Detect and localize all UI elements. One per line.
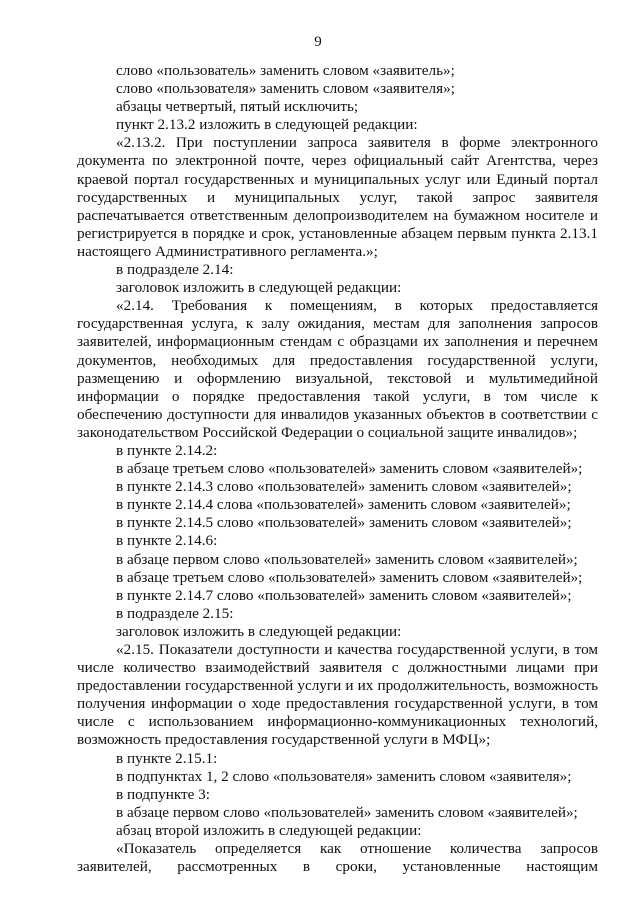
document-paragraph: в подразделе 2.14: [116, 261, 234, 279]
page-number: 9 [314, 34, 322, 50]
document-paragraph: в абзаце первом слово «пользователей» заменить словом «заявителей»; [116, 803, 578, 821]
document-paragraph: в пункте 2.14.6: [116, 532, 218, 550]
document-paragraph: слово «пользователя» заменить словом «заявителя»; [116, 80, 455, 98]
document-paragraph: в пункте 2.14.5 слово «пользователей» заменить словом «заявителей»; [116, 514, 572, 532]
document-paragraph: в абзаце третьем слово «пользователей» заменить словом «заявителей»; [116, 460, 583, 478]
document-paragraph: слово «пользователь» заменить словом «заявитель»; [116, 62, 455, 79]
document-paragraph: пункт 2.13.2 изложить в следующей редакции: [116, 116, 418, 134]
document-paragraph: «2.14. Требования к помещениям, в которых предоставляется государственная услуга, к залу ожидания, местам для заполнения запросов заявителей, информационным стендам с образцами их заполнения и перечнем документов, необходимых для предоставления государственной услуги, размещению и оформлению визуальной, текстовой и мультимедийной информации о порядке предоставления такой услуги, в том числе к обеспечению доступности для инвалидов указанных объектов в соответствии с законодательством Российской Федерации о социальной защите инвалидов»; [77, 297, 598, 441]
document-paragraph: в абзаце третьем слово «пользователей» заменить словом «заявителей»; [116, 568, 583, 586]
document-paragraph: абзацы четвертый, пятый исключить; [116, 98, 359, 116]
document-paragraph: заголовок изложить в следующей редакции: [116, 622, 402, 640]
document-paragraph: «2.13.2. При поступлении запроса заявителя в форме электронного документа по электронной почте, через официальный сайт Агентства, через краевой портал государственных и муниципальных услуг или Единый портал государственных и муниципальных услуг, такой запрос заявителя распечатывается ответственным делопроизводителем на бумажном носителе и регистрируется в порядке и срок, установленные абзацем первым пункта 2.13.1 настоящего Административного регламента.»; [77, 134, 598, 260]
document-body [77, 62, 598, 876]
document-paragraph: в пункте 2.14.7 слово «пользователей» заменить словом «заявителей»; [116, 586, 572, 604]
document-paragraph: «2.15. Показатели доступности и качества государственной услуги, в том числе количество взаимодействий заявителя с должностными лицами при предоставлении государственной услуги и их продолжительность, возможность получения информации о ходе предоставления государственной услуги, в том числе с использованием информационно-коммуникационных технологий, возможность предоставления государственной услуги в МФЦ»; [77, 641, 598, 749]
document-paragraph: в подпунктах 1, 2 слово «пользователя» заменить словом «заявителя»; [116, 767, 572, 785]
document-paragraph: в пункте 2.14.3 слово «пользователей» заменить словом «заявителей»; [116, 478, 572, 496]
document-paragraph: в подразделе 2.15: [116, 604, 234, 622]
document-paragraph: абзац второй изложить в следующей редакции: [116, 821, 422, 839]
document-paragraph: в подпункте 3: [116, 785, 210, 803]
document-paragraph: «Показатель определяется как отношение количества запросов заявителей, рассмотренных в сроки, установленные настоящим [77, 840, 598, 876]
document-paragraph: в пункте 2.14.4 слова «пользователей» заменить словом «заявителей»; [116, 496, 571, 514]
document-paragraph: в абзаце первом слово «пользователей» заменить словом «заявителей»; [116, 550, 578, 568]
document-paragraph: в пункте 2.15.1: [116, 749, 218, 767]
document-paragraph: заголовок изложить в следующей редакции: [116, 279, 402, 297]
document-paragraph: в пункте 2.14.2: [116, 441, 218, 459]
